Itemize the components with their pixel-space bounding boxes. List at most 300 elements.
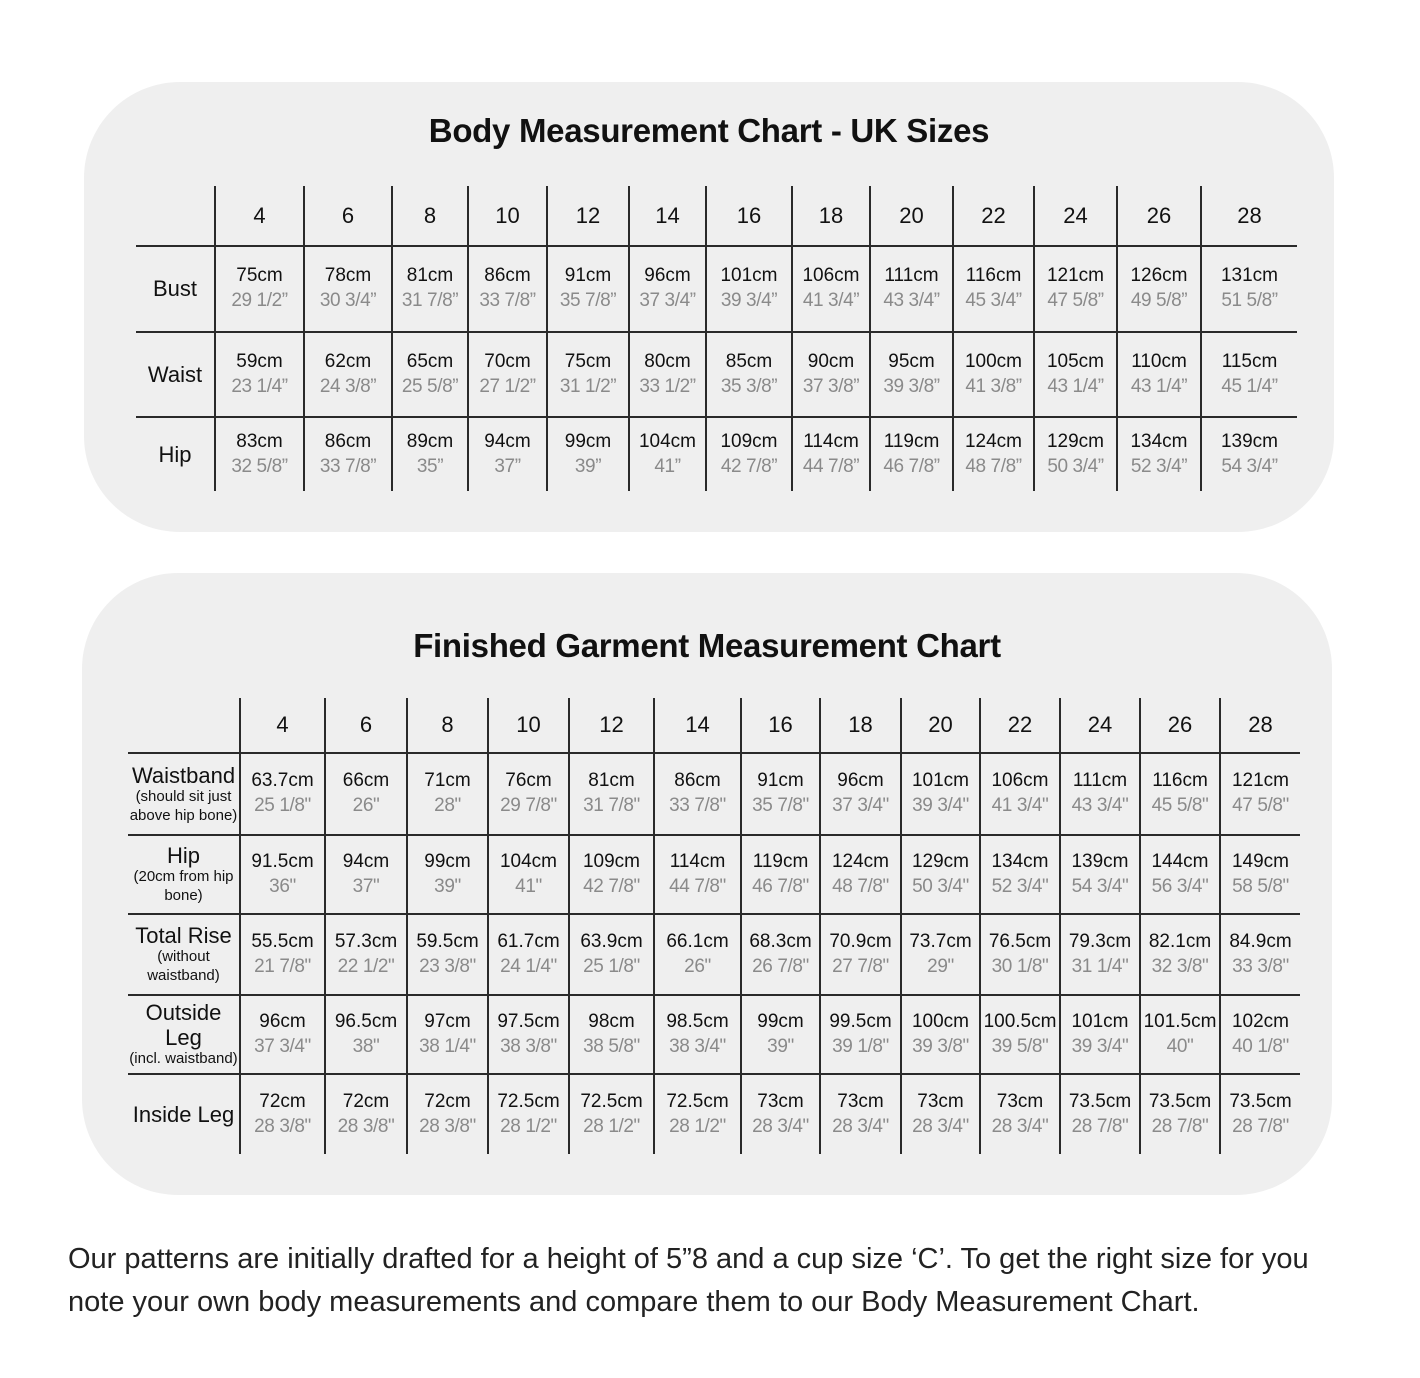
cm-value: 100cm (964, 350, 1023, 372)
cm-value: 91cm (564, 265, 612, 287)
inch-value: 37 3/4" (254, 1035, 311, 1057)
measurement-cell (741, 1074, 820, 1154)
cm-value: 94cm (342, 850, 390, 872)
row-label-text: Bust (152, 276, 198, 302)
inch-value: 33 1/2” (639, 375, 696, 397)
table-row (128, 1074, 1300, 1154)
cm-value: 63.7cm (251, 770, 314, 792)
inch-value: 39 5/8" (991, 1035, 1049, 1057)
measurement-cell (629, 417, 706, 491)
measurement-cell (953, 332, 1034, 417)
measurement-cell (870, 246, 953, 332)
measurement-cell (654, 835, 741, 914)
measurement-cell (240, 914, 325, 995)
row-sublabel: (should sit just above hip bone) (129, 787, 238, 824)
inch-value: 43 1/4” (1047, 375, 1104, 397)
inch-value: 31 7/8" (583, 795, 640, 817)
body-measurement-table (136, 186, 1297, 491)
measurement-cell (1060, 1074, 1140, 1154)
cm-value: 106cm (991, 770, 1049, 792)
inch-value: 31 7/8” (401, 290, 459, 312)
cm-value: 72cm (342, 1090, 390, 1112)
measurement-cell (1220, 835, 1300, 914)
measurement-cell (901, 914, 980, 995)
measurement-cell (407, 1074, 488, 1154)
row-label-text: Hip (158, 441, 192, 467)
cm-value: 81cm (588, 770, 635, 792)
measurement-cell (1140, 835, 1220, 914)
measurement-cell (1220, 1074, 1300, 1154)
cm-value: 59.5cm (416, 930, 479, 952)
cm-value: 86cm (484, 265, 531, 287)
size-header: 12 (547, 186, 629, 246)
inch-value: 45 1/4” (1221, 375, 1278, 397)
cm-value: 57.3cm (334, 930, 398, 952)
cm-value: 86cm (324, 430, 372, 452)
inch-value: 28 3/4" (832, 1115, 889, 1137)
measurement-cell (215, 417, 304, 491)
measurement-cell (1060, 835, 1140, 914)
measurement-cell (953, 246, 1034, 332)
size-header: 4 (215, 186, 304, 246)
measurement-cell (654, 1074, 741, 1154)
inch-value: 52 3/4” (1130, 455, 1188, 477)
cm-value: 101.5cm (1143, 1010, 1217, 1032)
measurement-cell (741, 995, 820, 1074)
cm-value: 85cm (725, 350, 773, 372)
table-row (128, 914, 1300, 995)
measurement-cell (215, 332, 304, 417)
measurement-cell (820, 995, 901, 1074)
measurement-cell (304, 417, 392, 491)
cm-value: 121cm (1046, 265, 1105, 287)
cm-value: 70.9cm (829, 930, 892, 952)
measurement-cell (820, 753, 901, 835)
cm-value: 124cm (831, 850, 890, 872)
measurement-cell (820, 914, 901, 995)
inch-value: 29" (927, 955, 954, 977)
cm-value: 66.1cm (666, 930, 729, 952)
measurement-cell (820, 835, 901, 914)
measurement-cell (1117, 332, 1201, 417)
row-label (128, 995, 240, 1074)
cm-value: 96cm (259, 1010, 306, 1032)
inch-value: 36" (269, 875, 296, 897)
inch-value: 48 7/8" (832, 875, 889, 897)
row-label (128, 835, 240, 914)
row-label (128, 1074, 240, 1154)
cm-value: 55.5cm (251, 930, 314, 952)
inch-value: 43 3/4” (883, 290, 940, 312)
body-measurement-card (84, 82, 1334, 532)
size-header: 16 (706, 186, 792, 246)
cm-value: 99.5cm (829, 1010, 892, 1032)
cm-value: 79.3cm (1068, 930, 1132, 952)
inch-value: 54 3/4” (1221, 455, 1278, 477)
measurement-cell (706, 332, 792, 417)
cm-value: 139cm (1071, 850, 1129, 872)
inch-value: 21 7/8" (254, 955, 311, 977)
cm-value: 66cm (342, 770, 390, 792)
measurement-cell (1201, 417, 1297, 491)
inch-value: 49 5/8” (1130, 290, 1188, 312)
cm-value: 73cm (996, 1090, 1044, 1112)
inch-value: 31 1/2” (559, 375, 617, 397)
measurement-cell (488, 914, 569, 995)
inch-value: 56 3/4" (1151, 875, 1209, 897)
measurement-cell (547, 417, 629, 491)
inch-value: 23 1/4” (231, 375, 288, 397)
inch-value: 28 7/8" (1071, 1115, 1129, 1137)
cm-value: 96cm (837, 770, 884, 792)
measurement-cell (547, 246, 629, 332)
cm-value: 76cm (505, 770, 552, 792)
cm-value: 91cm (757, 770, 804, 792)
cm-value: 73.7cm (909, 930, 972, 952)
measurement-cell (870, 332, 953, 417)
row-label (136, 417, 215, 491)
measurement-cell (488, 995, 569, 1074)
cm-value: 70cm (484, 350, 531, 372)
cm-value: 81cm (406, 265, 454, 287)
measurement-cell (953, 417, 1034, 491)
measurement-cell (1140, 753, 1220, 835)
inch-value: 24 1/4" (500, 955, 557, 977)
measurement-cell (1140, 1074, 1220, 1154)
cm-value: 114cm (803, 430, 859, 452)
inch-value: 25 1/8" (583, 955, 640, 977)
table-row (128, 995, 1300, 1074)
cm-value: 121cm (1231, 770, 1290, 792)
cm-value: 119cm (752, 850, 809, 872)
cm-value: 97cm (424, 1010, 471, 1032)
measurement-cell (654, 995, 741, 1074)
inch-value: 41” (654, 455, 681, 477)
size-header: 22 (953, 186, 1034, 246)
cm-value: 84.9cm (1229, 930, 1292, 952)
size-header: 18 (820, 698, 901, 753)
inch-value: 28 3/4" (991, 1115, 1049, 1137)
measurement-cell (980, 995, 1060, 1074)
cm-value: 119cm (883, 430, 940, 452)
size-header: 22 (980, 698, 1060, 753)
cm-value: 95cm (888, 350, 935, 372)
measurement-cell (1201, 246, 1297, 332)
inch-value: 39" (434, 875, 461, 897)
size-header: 28 (1201, 186, 1297, 246)
inch-value: 32 3/8" (1151, 955, 1209, 977)
cm-value: 129cm (1046, 430, 1105, 452)
inch-value: 33 7/8” (319, 455, 377, 477)
row-label-text: Waistband (131, 762, 236, 788)
measurement-cell (901, 995, 980, 1074)
cm-value: 86cm (674, 770, 721, 792)
row-label (128, 753, 240, 835)
cm-value: 101cm (911, 770, 970, 792)
cm-value: 72cm (259, 1090, 306, 1112)
inch-value: 44 7/8” (802, 455, 860, 477)
cm-value: 96cm (644, 265, 691, 287)
cm-value: 83cm (236, 430, 283, 452)
size-header: 24 (1060, 698, 1140, 753)
inch-value: 39 3/8" (912, 1035, 969, 1057)
inch-value: 43 1/4” (1130, 375, 1188, 397)
size-header: 24 (1034, 186, 1117, 246)
measurement-cell (1220, 753, 1300, 835)
inch-value: 39 1/8" (832, 1035, 889, 1057)
inch-value: 38 1/4" (419, 1035, 476, 1057)
cm-value: 109cm (582, 850, 641, 872)
cm-value: 78cm (324, 265, 372, 287)
measurement-cell (569, 995, 654, 1074)
measurement-cell (980, 914, 1060, 995)
inch-value: 33 7/8” (479, 290, 536, 312)
row-sublabel: (incl. waistband) (129, 1050, 238, 1068)
row-label (136, 246, 215, 332)
cm-value: 73.5cm (1068, 1090, 1132, 1112)
inch-value: 38 5/8" (583, 1035, 640, 1057)
inch-value: 46 7/8" (752, 875, 809, 897)
inch-value: 28 3/8" (337, 1115, 395, 1137)
cm-value: 63.9cm (580, 930, 643, 952)
size-header: 10 (468, 186, 547, 246)
cm-value: 126cm (1130, 265, 1188, 287)
cm-value: 62cm (324, 350, 372, 372)
table-row (136, 417, 1297, 491)
measurement-cell (392, 417, 468, 491)
inch-value: 26 7/8" (752, 955, 809, 977)
inch-value: 28 7/8" (1151, 1115, 1209, 1137)
inch-value: 39 3/4" (912, 795, 969, 817)
cm-value: 144cm (1151, 850, 1209, 872)
inch-value: 27 7/8" (832, 955, 889, 977)
inch-value: 37 3/4" (832, 795, 889, 817)
inch-value: 47 5/8" (1232, 795, 1289, 817)
inch-value: 41 3/4” (802, 290, 860, 312)
measurement-cell (741, 914, 820, 995)
measurement-cell (1117, 417, 1201, 491)
inch-value: 41" (515, 875, 542, 897)
cm-value: 99cm (564, 430, 612, 452)
measurement-cell (325, 835, 407, 914)
cm-value: 116cm (1152, 770, 1208, 792)
cm-value: 65cm (406, 350, 454, 372)
cm-value: 111cm (884, 265, 939, 287)
inch-value: 25 1/8" (254, 795, 311, 817)
inch-value: 26" (352, 795, 380, 817)
inch-value: 28 3/4" (912, 1115, 969, 1137)
measurement-cell (468, 246, 547, 332)
measurement-cell (304, 332, 392, 417)
cm-value: 61.7cm (497, 930, 560, 952)
size-header: 8 (392, 186, 468, 246)
measurement-cell (569, 753, 654, 835)
cm-value: 73cm (917, 1090, 964, 1112)
measurement-cell (870, 417, 953, 491)
measurement-cell (240, 753, 325, 835)
measurement-cell (741, 753, 820, 835)
measurement-cell (407, 835, 488, 914)
measurement-cell (569, 914, 654, 995)
inch-value: 26" (684, 955, 711, 977)
inch-value: 38 3/4" (669, 1035, 726, 1057)
measurement-cell (629, 332, 706, 417)
cm-value: 104cm (638, 430, 697, 452)
cm-value: 90cm (807, 350, 855, 372)
measurement-cell (706, 417, 792, 491)
cm-value: 109cm (720, 430, 778, 452)
measurement-cell (240, 1074, 325, 1154)
cm-value: 82.1cm (1148, 930, 1212, 952)
inch-value: 40" (1166, 1035, 1194, 1057)
cm-value: 73cm (837, 1090, 884, 1112)
inch-value: 52 3/4" (991, 875, 1049, 897)
measurement-cell (240, 835, 325, 914)
cm-value: 124cm (964, 430, 1023, 452)
measurement-cell (792, 246, 870, 332)
measurement-cell (1220, 914, 1300, 995)
sizing-note: Our patterns are initially drafted for a height of 5”8 and a cup size ‘C’. To get the right size for you note your own body measurements and compare them to our Body Measurement Chart. (68, 1243, 1309, 1318)
measurement-cell (1060, 995, 1140, 1074)
measurement-cell (792, 417, 870, 491)
inch-value: 28" (434, 795, 461, 817)
measurement-cell (654, 753, 741, 835)
measurement-cell (1140, 995, 1220, 1074)
measurement-cell (215, 246, 304, 332)
cm-value: 71cm (424, 770, 471, 792)
inch-value: 28 1/2" (669, 1115, 726, 1137)
table-row (128, 835, 1300, 914)
inch-value: 29 1/2” (231, 290, 288, 312)
cm-value: 134cm (991, 850, 1049, 872)
inch-value: 45 5/8" (1151, 795, 1209, 817)
table-row (136, 332, 1297, 417)
measurement-cell (488, 1074, 569, 1154)
measurement-cell (407, 914, 488, 995)
inch-value: 39” (574, 455, 602, 477)
measurement-cell (629, 246, 706, 332)
measurement-cell (392, 246, 468, 332)
cm-value: 98.5cm (666, 1010, 729, 1032)
inch-value: 42 7/8” (720, 455, 778, 477)
row-label-text: Hip (166, 843, 200, 869)
row-label-text: Outside Leg (145, 999, 222, 1051)
inch-value: 35 7/8" (752, 795, 809, 817)
inch-value: 39 3/8” (883, 375, 940, 397)
measurement-cell (1060, 914, 1140, 995)
inch-value: 54 3/4" (1071, 875, 1129, 897)
measurement-cell (240, 995, 325, 1074)
inch-value: 28 1/2" (583, 1115, 640, 1137)
cm-value: 73.5cm (1148, 1090, 1212, 1112)
measurement-cell (980, 835, 1060, 914)
inch-value: 39 3/4" (1071, 1035, 1129, 1057)
measurement-cell (325, 753, 407, 835)
inch-value: 41 3/4" (991, 795, 1049, 817)
cm-value: 75cm (236, 265, 283, 287)
size-header: 4 (240, 698, 325, 753)
size-header: 28 (1220, 698, 1300, 753)
cm-value: 80cm (644, 350, 691, 372)
body-chart-title: Body Measurement Chart - UK Sizes (428, 112, 990, 149)
cm-value: 111cm (1072, 770, 1128, 792)
cm-value: 139cm (1220, 430, 1279, 452)
cm-value: 149cm (1231, 850, 1290, 872)
size-header: 14 (654, 698, 741, 753)
inch-value: 41 3/8” (965, 375, 1022, 397)
measurement-cell (468, 332, 547, 417)
garment-measurement-table (128, 698, 1300, 1154)
cm-value: 72.5cm (666, 1090, 729, 1112)
inch-value: 42 7/8" (583, 875, 640, 897)
inch-value: 35” (416, 455, 444, 477)
inch-value: 37 3/8” (802, 375, 860, 397)
inch-value: 37" (352, 875, 380, 897)
inch-value: 35 7/8” (559, 290, 617, 312)
cm-value: 101cm (720, 265, 778, 287)
cm-value: 106cm (802, 265, 860, 287)
inch-value: 25 5/8” (401, 375, 459, 397)
measurement-cell (325, 1074, 407, 1154)
inch-value: 47 5/8” (1047, 290, 1104, 312)
inch-value: 28 7/8" (1232, 1115, 1289, 1137)
inch-value: 24 3/8” (319, 375, 377, 397)
cm-value: 110cm (1131, 350, 1187, 372)
size-header-row (128, 698, 1300, 753)
measurement-cell (392, 332, 468, 417)
measurement-cell (654, 914, 741, 995)
cm-value: 97.5cm (497, 1010, 560, 1032)
size-header: 8 (407, 698, 488, 753)
size-header: 6 (304, 186, 392, 246)
cm-value: 96.5cm (334, 1010, 398, 1032)
cm-value: 73cm (757, 1090, 804, 1112)
measurement-cell (1201, 332, 1297, 417)
cm-value: 116cm (965, 265, 1022, 287)
measurement-cell (569, 1074, 654, 1154)
cm-value: 131cm (1220, 265, 1279, 287)
size-header: 20 (870, 186, 953, 246)
table-row (136, 246, 1297, 332)
table-row (128, 753, 1300, 835)
inch-value: 30 3/4” (319, 290, 377, 312)
inch-value: 48 7/8” (965, 455, 1022, 477)
size-header: 14 (629, 186, 706, 246)
inch-value: 58 5/8" (1232, 875, 1289, 897)
measurement-cell (325, 914, 407, 995)
inch-value: 28 3/8" (254, 1115, 311, 1137)
inch-value: 38 3/8" (500, 1035, 557, 1057)
measurement-cell (792, 332, 870, 417)
row-label (128, 914, 240, 995)
measurement-cell (901, 835, 980, 914)
measurement-cell (488, 835, 569, 914)
cm-value: 129cm (911, 850, 970, 872)
cm-value: 102cm (1231, 1010, 1290, 1032)
inch-value: 29 7/8" (500, 795, 557, 817)
inch-value: 50 3/4" (912, 875, 969, 897)
size-header: 10 (488, 698, 569, 753)
cm-value: 72.5cm (580, 1090, 643, 1112)
measurement-cell (304, 246, 392, 332)
inch-value: 51 5/8” (1221, 290, 1278, 312)
inch-value: 39 3/4” (720, 290, 778, 312)
cm-value: 99cm (424, 850, 471, 872)
measurement-cell (980, 1074, 1060, 1154)
inch-value: 28 3/4" (752, 1115, 809, 1137)
size-header-row (136, 186, 1297, 246)
row-label-text: Waist (147, 361, 203, 387)
